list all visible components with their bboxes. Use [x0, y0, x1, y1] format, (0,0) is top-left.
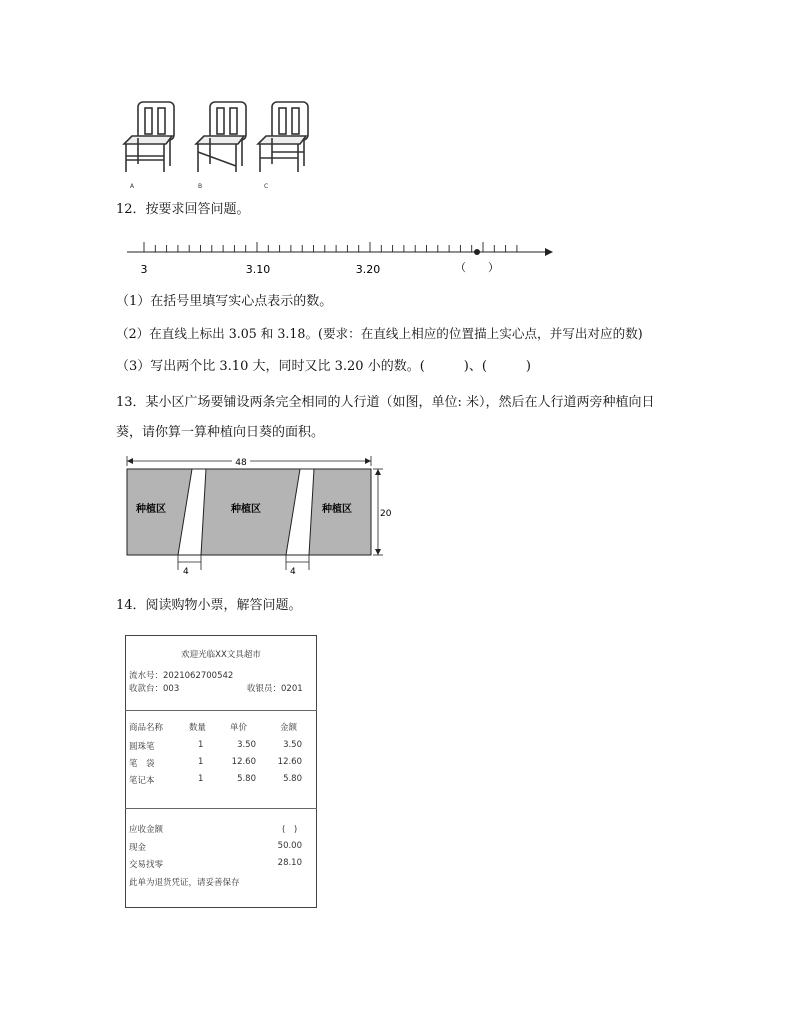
- item-amount: 12.60: [277, 757, 302, 767]
- dim-gap-2: 4: [290, 567, 296, 577]
- zone-label-middle: 种植区: [231, 504, 261, 515]
- receipt-footer: 此单为退货凭证，请妥善保存: [129, 878, 240, 888]
- item-qty: 1: [198, 774, 204, 784]
- cash-value: 50.00: [277, 841, 302, 851]
- dim-height-20: 20: [380, 509, 392, 519]
- receipt-register: 收款台：003: [129, 684, 180, 694]
- item-name: 笔 袋: [129, 759, 155, 769]
- receipt-bottom-border: [125, 907, 317, 908]
- dim-gap-1: 4: [183, 567, 189, 577]
- tick-label-3-20: 3.20: [355, 263, 381, 276]
- col-price: 单价: [230, 723, 248, 733]
- zone-label-right: 种植区: [322, 504, 352, 515]
- chair-a: [124, 102, 174, 172]
- q12-sub1: （1）在括号里填写实心点表示的数。: [116, 294, 333, 309]
- planting-diagram: [120, 452, 390, 576]
- number-line-arrow-icon: [545, 248, 553, 256]
- item-price: 12.60: [231, 757, 256, 767]
- q12-title: 12．按要求回答问题。: [116, 202, 250, 217]
- q13-line1: 13．某小区广场要铺设两条完全相同的人行道（如图，单位: 米），然后在人行道两旁种植向日: [116, 395, 655, 410]
- chair-c: [258, 102, 308, 172]
- due-value: ( ): [282, 825, 298, 835]
- chair-label-b: B: [198, 183, 203, 190]
- item-amount: 5.80: [283, 774, 302, 784]
- q13-line2: 葵，请你算一算种植向日葵的面积。: [116, 425, 325, 440]
- item-qty: 1: [198, 740, 204, 750]
- item-name: 笔记本: [129, 776, 155, 786]
- col-amount: 金额: [280, 723, 298, 733]
- chair-label-a: A: [130, 183, 135, 190]
- number-line-ticks: [144, 242, 517, 252]
- item-name: 圆珠笔: [129, 742, 155, 752]
- zone-label-left: 种植区: [136, 504, 166, 515]
- item-amount: 3.50: [283, 740, 302, 750]
- q14-title: 14．阅读购物小票，解答问题。: [116, 598, 302, 613]
- number-line: [125, 236, 555, 280]
- col-qty: 数量: [189, 723, 207, 733]
- chair-label-c: C: [264, 183, 269, 190]
- cash-label: 现金: [129, 843, 147, 853]
- tick-label-3-10: 3.10: [245, 263, 271, 276]
- tick-label-3: 3: [140, 263, 148, 276]
- chair-b: [196, 102, 246, 172]
- q12-sub2: （2）在直线上标出 3.05 和 3.18。(要求：在直线上相应的位置描上实心点，并写出对应的数): [116, 326, 643, 341]
- dim-width-48: 48: [235, 458, 247, 468]
- item-price: 3.50: [237, 740, 256, 750]
- change-label: 交易找零: [129, 860, 164, 870]
- q12-sub3: （3）写出两个比 3.10 大，同时又比 3.20 小的数。( )、( ): [116, 359, 531, 374]
- due-label: 应收金额: [129, 825, 164, 835]
- number-line-solid-point: [474, 249, 480, 255]
- item-qty: 1: [198, 757, 204, 767]
- receipt-header: 欢迎光临XX文具超市: [181, 650, 261, 660]
- answer-bracket: （ ）: [455, 261, 499, 274]
- receipt-serial: 流水号：2021062700542: [129, 671, 234, 681]
- receipt-divider-1: [125, 710, 317, 711]
- item-price: 5.80: [237, 774, 256, 784]
- change-value: 28.10: [277, 858, 302, 868]
- col-name: 商品名称: [129, 723, 164, 733]
- receipt-cashier: 收银员：0201: [247, 684, 303, 694]
- chairs-illustration: [108, 96, 318, 192]
- receipt-divider-2: [125, 808, 317, 809]
